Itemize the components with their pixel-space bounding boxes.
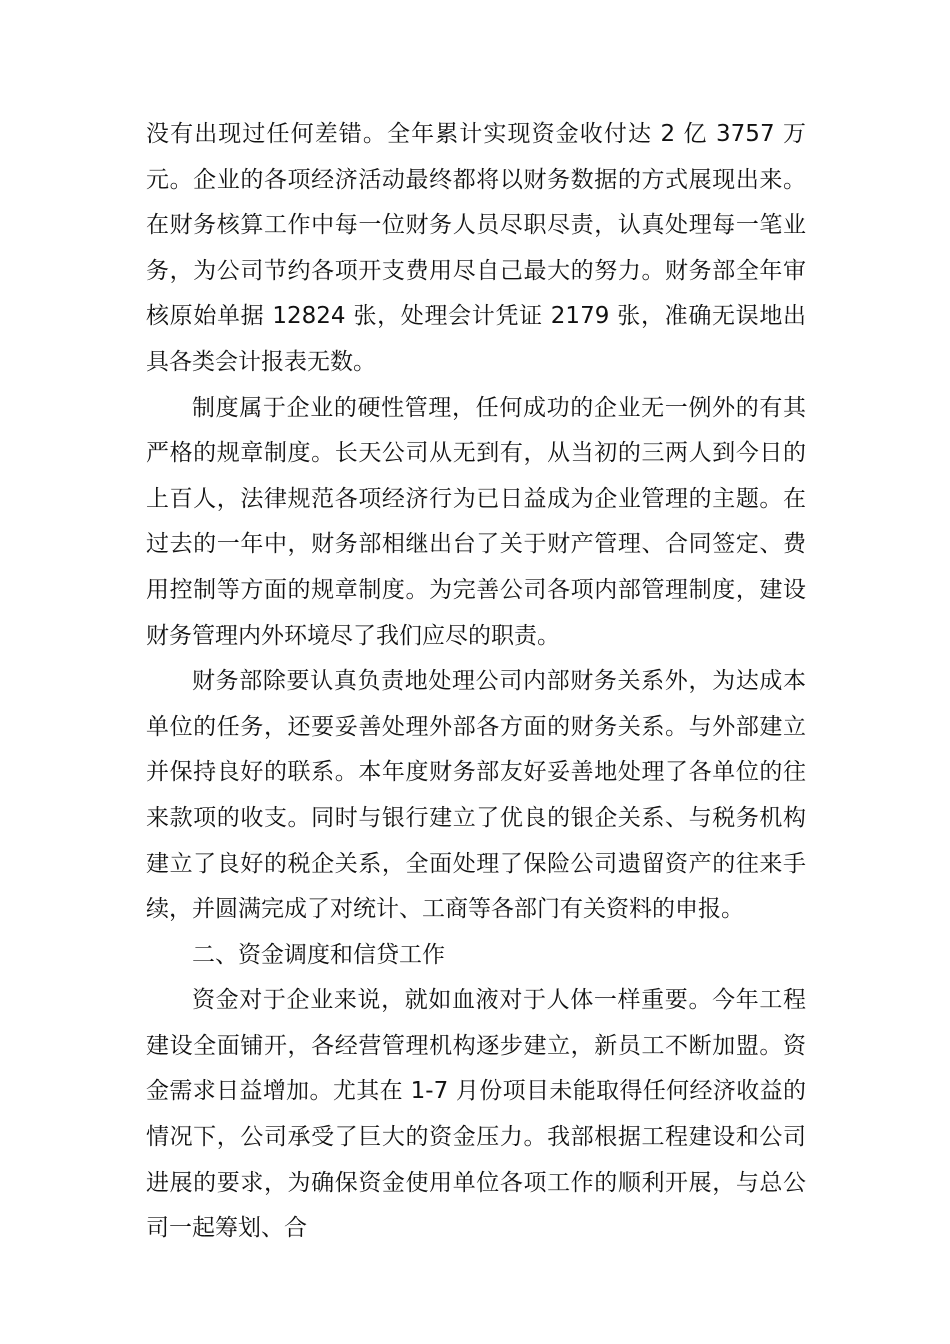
paragraph-summary-financial-accounting: 没有出现过任何差错。全年累计实现资金收付达 2 亿 3757 万元。企业的各项经济活动最终都将以财务数据的方式展现出来。在财务核算工作中每一位财务人员尽职尽责，认真处理每一笔业务，为公司节约各项开支费用尽自己最大的努力。财务部全年审核原始单据 12824 张，处理会计凭证 2179 张，准确无误地出具各类会计报表无数。 <box>146 121 806 375</box>
section-heading-funds-and-credit: 二、资金调度和信贷工作 <box>192 941 445 968</box>
paragraph-external-financial-relations: 财务部除要认真负责地处理公司内部财务关系外，为达成本单位的任务，还要妥善处理外部各方面的财务关系。与外部建立并保持良好的联系。本年度财务部友好妥善地处理了各单位的往来款项的收支。同时与银行建立了优良的银企关系、与税务机构建立了良好的税企关系，全面处理了保险公司遗留资产的往来手续，并圆满完成了对统计、工商等各部门有关资料的申报。 <box>146 668 806 923</box>
document-body <box>146 112 806 1252</box>
paragraph-funds-importance: 资金对于企业来说，就如血液对于人体一样重要。今年工程建设全面铺开，各经营管理机构逐步建立，新员工不断加盟。资金需求日益增加。尤其在 1-7 月份项目未能取得任何经济收益的情况下，公司承受了巨大的资金压力。我部根据工程建设和公司进展的要求，为确保资金使用单位各项工作的顺利开展，与总公司一起筹划、合 <box>146 987 806 1242</box>
paragraph-management-system: 制度属于企业的硬性管理，任何成功的企业无一例外的有其严格的规章制度。长天公司从无到有，从当初的三两人到今日的上百人，法律规范各项经济行为已日益成为企业管理的主题。在过去的一年中，财务部相继出台了关于财产管理、合同签定、费用控制等方面的规章制度。为完善公司各项内部管理制度，建设财务管理内外环境尽了我们应尽的职责。 <box>146 394 806 649</box>
